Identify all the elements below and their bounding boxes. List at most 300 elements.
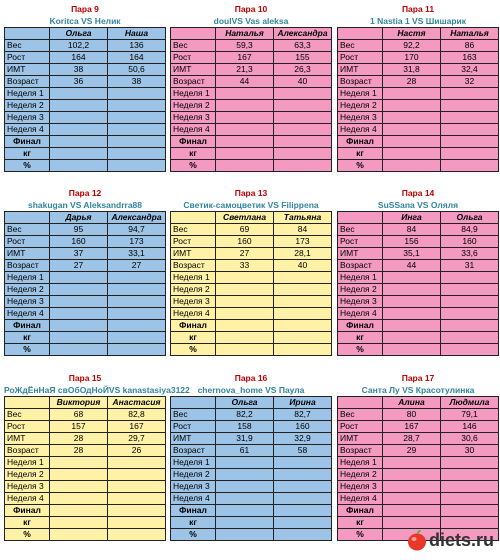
participant2-value: 27 [108, 260, 166, 272]
table-row [171, 517, 332, 529]
table-row [171, 409, 332, 421]
table-row [338, 272, 499, 284]
row-label: % [338, 529, 383, 541]
table-header-row [171, 212, 332, 224]
participant2-value: 173 [274, 236, 332, 248]
empty-cell [441, 505, 499, 517]
row-label: Неделя 2 [338, 469, 383, 481]
row-label: Неделя 2 [338, 100, 383, 112]
participant1-value: 35,1 [383, 248, 441, 260]
table-row [338, 100, 499, 112]
table-row [171, 124, 332, 136]
row-label: ИМТ [5, 64, 50, 76]
row-label: Неделя 2 [5, 284, 50, 296]
participant1-value: 82,2 [216, 409, 274, 421]
row-label: % [338, 344, 383, 356]
empty-cell [274, 272, 332, 284]
pair-participants: shakugan VS Aleksandrra88 [27, 200, 142, 210]
site-logo[interactable] [405, 528, 494, 552]
empty-cell [216, 481, 274, 493]
empty-cell [216, 112, 274, 124]
empty-cell [441, 160, 499, 172]
empty-cell [441, 344, 499, 356]
table-row [5, 224, 166, 236]
table-row [338, 260, 499, 272]
participant2-value: 146 [441, 421, 499, 433]
pair-table [4, 211, 166, 356]
empty-cell [274, 112, 332, 124]
row-label: ИМТ [171, 248, 216, 260]
row-label: Неделя 1 [338, 457, 383, 469]
participant2-value: 30 [441, 445, 499, 457]
table-row [5, 124, 166, 136]
table-row [338, 224, 499, 236]
row-label: Рост [5, 52, 50, 64]
row-label: Вес [171, 224, 216, 236]
table-row [338, 296, 499, 308]
row-label: Финал [338, 505, 383, 517]
row-label: Неделя 3 [338, 481, 383, 493]
row-label: Неделя 2 [171, 284, 216, 296]
row-label: Неделя 1 [338, 272, 383, 284]
table-row [171, 224, 332, 236]
participant2-value: 50,6 [108, 64, 166, 76]
participant1-value: 160 [50, 236, 108, 248]
row-label: Неделя 4 [171, 124, 216, 136]
empty-cell [441, 332, 499, 344]
empty-cell [108, 529, 166, 541]
row-label: Рост [171, 236, 216, 248]
row-label: Вес [338, 224, 383, 236]
table-row [338, 248, 499, 260]
participant2-value: 32,9 [274, 433, 332, 445]
empty-cell [216, 284, 274, 296]
table-row [338, 284, 499, 296]
empty-cell [383, 332, 441, 344]
participant1-value: 157 [50, 421, 108, 433]
table-row [5, 308, 166, 320]
pair-participants: SuSSana VS Оляля [377, 200, 459, 210]
table-row [338, 517, 499, 529]
table-row [171, 88, 332, 100]
table-header-row [338, 28, 499, 40]
pair-table [4, 396, 166, 541]
row-label: Возраст [171, 445, 216, 457]
pair-table [170, 396, 332, 541]
row-label: Неделя 3 [171, 481, 216, 493]
table-row [338, 40, 499, 52]
participant1-value: 27 [50, 260, 108, 272]
row-label: % [171, 529, 216, 541]
empty-cell [216, 493, 274, 505]
empty-cell [108, 332, 166, 344]
participant2-name: Ирина [274, 397, 332, 409]
table-row [5, 320, 166, 332]
empty-cell [171, 28, 216, 40]
empty-cell [50, 344, 108, 356]
empty-cell [50, 148, 108, 160]
empty-cell [441, 457, 499, 469]
empty-cell [50, 505, 108, 517]
pair-card [170, 4, 332, 172]
empty-cell [216, 529, 274, 541]
row-label: Неделя 1 [338, 88, 383, 100]
table-row [5, 433, 166, 445]
empty-cell [108, 517, 166, 529]
table-row [171, 457, 332, 469]
participant1-value: 69 [216, 224, 274, 236]
site-name: diets.ru [428, 529, 494, 550]
empty-cell [50, 469, 108, 481]
table-row [5, 284, 166, 296]
participant1-value: 37 [50, 248, 108, 260]
apple-icon [405, 528, 429, 552]
empty-cell [338, 397, 383, 409]
table-row [5, 100, 166, 112]
empty-cell [383, 112, 441, 124]
empty-cell [216, 344, 274, 356]
row-label: кг [338, 332, 383, 344]
empty-cell [50, 136, 108, 148]
empty-cell [108, 272, 166, 284]
row-label: кг [5, 332, 50, 344]
empty-cell [274, 481, 332, 493]
pair-title: Пара 11 [401, 4, 435, 14]
empty-cell [383, 320, 441, 332]
empty-cell [50, 320, 108, 332]
pair-title: Пара 14 [401, 188, 435, 198]
row-label: Неделя 2 [5, 100, 50, 112]
pair-table [170, 211, 332, 356]
table-row [5, 505, 166, 517]
participant2-value: 86 [441, 40, 499, 52]
empty-cell [441, 308, 499, 320]
row-label: Неделя 1 [5, 272, 50, 284]
row-label: Рост [338, 52, 383, 64]
empty-cell [216, 332, 274, 344]
table-header-row [171, 397, 332, 409]
participant2-value: 63,3 [274, 40, 332, 52]
table-row [5, 332, 166, 344]
row-label: Вес [171, 409, 216, 421]
table-row [5, 296, 166, 308]
row-label: Возраст [5, 76, 50, 88]
empty-cell [441, 88, 499, 100]
participant2-name: Наша [108, 28, 166, 40]
participant2-value: 136 [108, 40, 166, 52]
table-row [338, 344, 499, 356]
table-row [338, 52, 499, 64]
pair-participants: Koritca VS Нелик [49, 16, 121, 26]
empty-cell [216, 296, 274, 308]
table-row [171, 344, 332, 356]
participant2-value: 29,7 [108, 433, 166, 445]
table-row [5, 248, 166, 260]
table-row [5, 260, 166, 272]
table-row [5, 272, 166, 284]
empty-cell [108, 344, 166, 356]
table-row [338, 433, 499, 445]
participant2-value: 32,4 [441, 64, 499, 76]
participant2-name: Наталья [441, 28, 499, 40]
pair-table [337, 396, 499, 541]
row-label: Возраст [5, 445, 50, 457]
table-row [5, 76, 166, 88]
table-row [171, 433, 332, 445]
row-label: Неделя 1 [5, 88, 50, 100]
empty-cell [383, 272, 441, 284]
row-label: Неделя 4 [338, 493, 383, 505]
row-label: Рост [5, 421, 50, 433]
table-row [171, 248, 332, 260]
participant1-value: 158 [216, 421, 274, 433]
table-row [338, 332, 499, 344]
table-row [338, 124, 499, 136]
empty-cell [108, 88, 166, 100]
table-row [171, 421, 332, 433]
empty-cell [50, 308, 108, 320]
empty-cell [274, 160, 332, 172]
table-row [5, 148, 166, 160]
participant1-value: 33 [216, 260, 274, 272]
empty-cell [50, 284, 108, 296]
table-row [338, 148, 499, 160]
participant2-name: Людмила [441, 397, 499, 409]
table-row [338, 457, 499, 469]
participant1-value: 170 [383, 52, 441, 64]
empty-cell [108, 481, 166, 493]
empty-cell [274, 296, 332, 308]
table-row [5, 481, 166, 493]
table-row [171, 529, 332, 541]
pair-participants: 1 Nastia 1 VS Шишарик [369, 16, 466, 26]
participant1-value: 68 [50, 409, 108, 421]
empty-cell [108, 148, 166, 160]
participant2-name: Александра [274, 28, 332, 40]
participant2-value: 155 [274, 52, 332, 64]
table-row [5, 409, 166, 421]
participant2-value: 33,6 [441, 248, 499, 260]
pair-card [337, 4, 499, 172]
row-label: Рост [171, 421, 216, 433]
empty-cell [108, 308, 166, 320]
empty-cell [216, 272, 274, 284]
empty-cell [383, 344, 441, 356]
empty-cell [50, 517, 108, 529]
table-row [5, 529, 166, 541]
participant1-value: 28 [383, 76, 441, 88]
participant2-value: 82,8 [108, 409, 166, 421]
empty-cell [50, 296, 108, 308]
row-label: Неделя 1 [171, 457, 216, 469]
empty-cell [108, 505, 166, 517]
table-row [5, 40, 166, 52]
table-row [338, 88, 499, 100]
participant2-value: 82,7 [274, 409, 332, 421]
pair-card [170, 188, 332, 356]
participant1-value: 38 [50, 64, 108, 76]
participant1-name: Светлана [216, 212, 274, 224]
participant1-value: 31,9 [216, 433, 274, 445]
row-label: % [5, 344, 50, 356]
row-label: Неделя 4 [338, 308, 383, 320]
empty-cell [108, 136, 166, 148]
empty-cell [383, 136, 441, 148]
pair-card [4, 4, 166, 172]
row-label: Финал [5, 136, 50, 148]
participant1-value: 21,3 [216, 64, 274, 76]
empty-cell [216, 505, 274, 517]
empty-cell [50, 100, 108, 112]
empty-cell [383, 296, 441, 308]
empty-cell [441, 112, 499, 124]
table-row [5, 469, 166, 481]
table-row [5, 236, 166, 248]
pair-title: Пара 9 [71, 4, 99, 14]
row-label: Вес [5, 224, 50, 236]
participant2-value: 40 [274, 260, 332, 272]
empty-cell [383, 505, 441, 517]
row-label: Возраст [338, 260, 383, 272]
empty-cell [108, 493, 166, 505]
pair-card [337, 188, 499, 356]
row-label: ИМТ [338, 433, 383, 445]
row-label: Неделя 4 [338, 124, 383, 136]
table-row [338, 320, 499, 332]
row-label: Финал [171, 505, 216, 517]
empty-cell [171, 212, 216, 224]
row-label: кг [5, 148, 50, 160]
empty-cell [441, 148, 499, 160]
row-label: кг [171, 332, 216, 344]
table-row [171, 112, 332, 124]
row-label: кг [171, 517, 216, 529]
table-row [5, 517, 166, 529]
table-header-row [5, 397, 166, 409]
row-label: Финал [171, 320, 216, 332]
empty-cell [274, 505, 332, 517]
participant2-value: 84,9 [441, 224, 499, 236]
table-row [171, 76, 332, 88]
row-label: Неделя 3 [171, 296, 216, 308]
empty-cell [441, 481, 499, 493]
participant1-value: 31,8 [383, 64, 441, 76]
empty-cell [50, 493, 108, 505]
pair-title: Пара 10 [234, 4, 268, 14]
row-label: Возраст [338, 445, 383, 457]
table-row [338, 236, 499, 248]
participant1-value: 84 [383, 224, 441, 236]
table-row [5, 445, 166, 457]
table-header-row [171, 28, 332, 40]
empty-cell [274, 457, 332, 469]
pair-card [337, 373, 499, 541]
row-label: Возраст [338, 76, 383, 88]
participant1-value: 92,2 [383, 40, 441, 52]
empty-cell [216, 308, 274, 320]
row-label: ИМТ [171, 64, 216, 76]
row-label: Рост [338, 421, 383, 433]
table-row [338, 505, 499, 517]
row-label: % [171, 160, 216, 172]
participant2-value: 173 [108, 236, 166, 248]
participant1-name: Настя [383, 28, 441, 40]
row-label: Рост [338, 236, 383, 248]
empty-cell [383, 124, 441, 136]
pair-card [4, 188, 166, 356]
row-label: Вес [338, 40, 383, 52]
table-row [171, 64, 332, 76]
empty-cell [108, 124, 166, 136]
empty-cell [274, 529, 332, 541]
empty-cell [216, 100, 274, 112]
table-row [338, 409, 499, 421]
participant1-value: 61 [216, 445, 274, 457]
participant2-value: 28,1 [274, 248, 332, 260]
row-label: Финал [338, 320, 383, 332]
pair-participants: doulVS Vas aleksa [213, 16, 289, 26]
empty-cell [5, 212, 50, 224]
row-label: кг [338, 148, 383, 160]
table-row [171, 148, 332, 160]
pair-table [4, 27, 166, 172]
empty-cell [338, 212, 383, 224]
table-row [171, 493, 332, 505]
empty-cell [274, 136, 332, 148]
pair-table [337, 211, 499, 356]
participant1-value: 164 [50, 52, 108, 64]
empty-cell [50, 124, 108, 136]
row-label: Неделя 3 [338, 112, 383, 124]
row-label: Возраст [171, 76, 216, 88]
table-row [5, 457, 166, 469]
empty-cell [108, 469, 166, 481]
empty-cell [383, 88, 441, 100]
participant1-value: 28 [50, 445, 108, 457]
row-label: Неделя 1 [171, 88, 216, 100]
empty-cell [441, 493, 499, 505]
row-label: Вес [338, 409, 383, 421]
empty-cell [274, 88, 332, 100]
empty-cell [108, 100, 166, 112]
participant1-name: Ольга [50, 28, 108, 40]
empty-cell [50, 272, 108, 284]
table-row [171, 100, 332, 112]
participant1-value: 44 [216, 76, 274, 88]
row-label: ИМТ [5, 248, 50, 260]
table-row [5, 52, 166, 64]
empty-cell [441, 136, 499, 148]
participant2-value: 163 [441, 52, 499, 64]
pair-participants: Светик-самоцветик VS Filippena [183, 200, 319, 210]
empty-cell [108, 296, 166, 308]
empty-cell [383, 100, 441, 112]
row-label: Неделя 3 [5, 481, 50, 493]
empty-cell [216, 320, 274, 332]
row-label: % [338, 160, 383, 172]
table-header-row [5, 212, 166, 224]
row-label: % [5, 529, 50, 541]
participant2-value: 38 [108, 76, 166, 88]
empty-cell [441, 272, 499, 284]
table-row [338, 445, 499, 457]
row-label: Вес [171, 40, 216, 52]
table-row [171, 284, 332, 296]
table-row [171, 40, 332, 52]
table-header-row [338, 397, 499, 409]
table-row [5, 88, 166, 100]
table-header-row [338, 212, 499, 224]
